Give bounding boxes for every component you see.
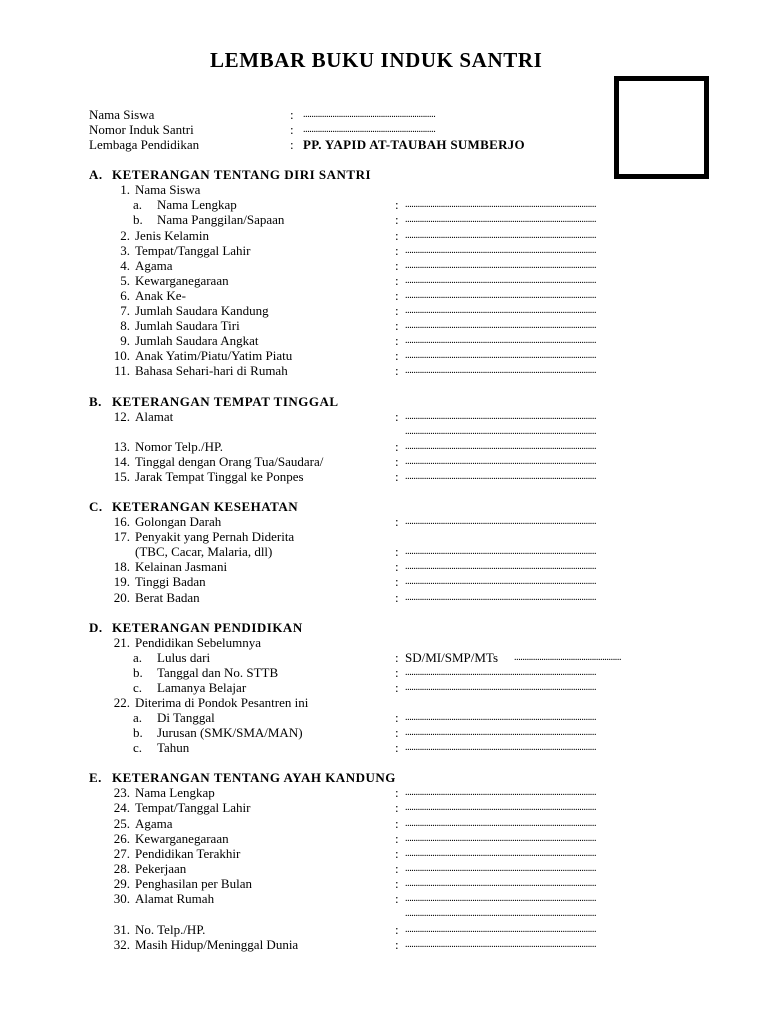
- item-number: 16.: [113, 514, 130, 529]
- list-item: [0, 228, 768, 243]
- field-colon: :: [395, 876, 399, 891]
- fill-in-dots[interactable]: ...........................................................................................: [405, 260, 597, 271]
- field-label: Lulus dari: [157, 650, 211, 665]
- fill-in-dots[interactable]: ...........................................................................................: [405, 576, 597, 587]
- field-label: Nomor Telp./HP.: [135, 439, 224, 454]
- field-label: Kelainan Jasmani: [135, 559, 228, 574]
- section-letter: C.: [89, 499, 103, 514]
- section-letter: D.: [89, 620, 103, 635]
- fill-in-dots[interactable]: ...........................................................................................: [405, 833, 597, 844]
- field-colon: :: [395, 363, 399, 378]
- item-number: 1.: [120, 182, 130, 197]
- continuation-dots: [0, 424, 768, 439]
- fill-in-dots[interactable]: ...........................................................................................: [405, 787, 597, 798]
- header-field-value[interactable]: ...............................................................: [303, 124, 436, 135]
- item-number: 17.: [113, 529, 130, 544]
- field-colon: :: [395, 725, 399, 740]
- list-item: [0, 725, 768, 740]
- section-heading-section_c: [0, 499, 768, 514]
- field-colon: :: [395, 228, 399, 243]
- field-colon: :: [395, 514, 399, 529]
- field-label: Jurusan (SMK/SMA/MAN): [157, 725, 303, 740]
- field-label: Pekerjaan: [135, 861, 187, 876]
- fill-in-dots[interactable]: ...........................................................................................: [405, 305, 597, 316]
- list-item: [0, 680, 768, 695]
- item-number: 31.: [113, 922, 130, 937]
- item-number: 19.: [113, 574, 130, 589]
- list-item: [0, 318, 768, 333]
- fill-in-dots[interactable]: ...........................................................................................: [405, 712, 597, 723]
- sub-letter: b.: [133, 725, 143, 740]
- field-label: Tinggi Badan: [135, 574, 206, 589]
- field-label: Penyakit yang Pernah Diderita: [135, 529, 295, 544]
- header-field-value: PP. YAPID AT-TAUBAH SUMBERJO: [303, 137, 525, 152]
- page-title: LEMBAR BUKU INDUK SANTRI: [210, 48, 543, 72]
- header-field-label: Nama Siswa: [89, 107, 155, 122]
- item-number: 12.: [113, 409, 130, 424]
- fill-in-dots[interactable]: ...........................................................................................: [405, 667, 597, 678]
- field-label: Jumlah Saudara Kandung: [135, 303, 269, 318]
- field-label: Golongan Darah: [135, 514, 222, 529]
- item-number: 5.: [120, 273, 130, 288]
- fill-in-dots[interactable]: ...........................................................................................: [405, 742, 597, 753]
- fill-in-dots[interactable]: ...........................................................................................: [405, 818, 597, 829]
- field-label: Di Tanggal: [157, 710, 215, 725]
- field-label: Alamat: [135, 409, 174, 424]
- fill-in-dots[interactable]: ...........................................................................................: [405, 365, 597, 376]
- list-item-lulus-dari: [0, 650, 768, 665]
- field-colon: :: [395, 454, 399, 469]
- field-colon: :: [395, 785, 399, 800]
- list-item: [0, 363, 768, 378]
- field-label: Penghasilan per Bulan: [135, 876, 252, 891]
- field-colon: :: [395, 243, 399, 258]
- fill-in-dots[interactable]: ...................................................: [514, 652, 622, 663]
- item-number: 18.: [113, 559, 130, 574]
- fill-in-dots[interactable]: ...........................................................................................: [405, 441, 597, 452]
- sub-letter: c.: [133, 740, 143, 755]
- field-colon: :: [395, 212, 399, 227]
- list-item: [0, 710, 768, 725]
- field-label: Tinggal dengan Orang Tua/Saudara/: [135, 454, 324, 469]
- list-item: [0, 891, 768, 906]
- fill-in-dots[interactable]: ...........................................................................................: [405, 878, 597, 889]
- field-colon: :: [395, 197, 399, 212]
- field-label: Berat Badan: [135, 590, 200, 605]
- fill-in-dots[interactable]: ...........................................................................................: [405, 471, 597, 482]
- list-item: [0, 348, 768, 363]
- section-heading-section_d: [0, 620, 768, 635]
- list-item: [0, 514, 768, 529]
- item-number: 2.: [120, 228, 130, 243]
- field-colon: :: [395, 273, 399, 288]
- fill-in-dots[interactable]: ...........................................................................................: [405, 411, 597, 422]
- header-field-1: [0, 107, 768, 122]
- fill-in-dots[interactable]: ...........................................................................................: [405, 516, 597, 527]
- list-item: [0, 273, 768, 288]
- field-colon: :: [395, 333, 399, 348]
- fill-in-dots[interactable]: ...........................................................................................: [405, 335, 597, 346]
- list-item: [0, 590, 768, 605]
- field-colon: :: [395, 680, 399, 695]
- field-label: Alamat Rumah: [135, 891, 215, 906]
- fill-in-dots[interactable]: ...........................................................................................: [405, 848, 597, 859]
- field-label: Jumlah Saudara Tiri: [135, 318, 240, 333]
- list-item: [0, 800, 768, 815]
- field-colon: :: [395, 846, 399, 861]
- field-label: Anak Yatim/Piatu/Yatim Piatu: [135, 348, 293, 363]
- fill-in-dots[interactable]: ...........................................................................................: [405, 456, 597, 467]
- item-number: 13.: [113, 439, 130, 454]
- list-item: [0, 544, 768, 559]
- list-item: [0, 333, 768, 348]
- list-item-nama-lengkap: [0, 197, 768, 212]
- field-label: Jarak Tempat Tinggal ke Ponpes: [135, 469, 304, 484]
- section-heading-section_a: [0, 167, 768, 182]
- fill-in-dots[interactable]: ...........................................................................................: [405, 199, 597, 210]
- list-item: [0, 831, 768, 846]
- field-colon: :: [395, 439, 399, 454]
- field-colon: :: [395, 258, 399, 273]
- list-item: [0, 409, 768, 424]
- field-colon: :: [395, 469, 399, 484]
- fill-in-dots[interactable]: ...........................................................................................: [405, 893, 597, 904]
- header-field-value[interactable]: ...............................................................: [303, 109, 436, 120]
- field-label: Jumlah Saudara Angkat: [135, 333, 259, 348]
- item-number: 14.: [113, 454, 130, 469]
- fill-in-dots[interactable]: ...........................................................................................: [405, 426, 597, 437]
- section-heading-section_b: [0, 394, 768, 409]
- field-label: Tempat/Tanggal Lahir: [135, 800, 251, 815]
- field-colon: :: [395, 861, 399, 876]
- field-label: Tahun: [157, 740, 190, 755]
- field-label: (TBC, Cacar, Malaria, dll): [135, 544, 273, 559]
- fill-in-dots[interactable]: ...........................................................................................: [405, 230, 597, 241]
- field-colon: :: [395, 574, 399, 589]
- field-colon: :: [395, 800, 399, 815]
- field-label: No. Telp./HP.: [135, 922, 206, 937]
- list-item: [0, 665, 768, 680]
- sub-letter: a.: [133, 710, 143, 725]
- fill-in-dots[interactable]: ...........................................................................................: [405, 682, 597, 693]
- item-number: 21.: [113, 635, 130, 650]
- list-item: [0, 454, 768, 469]
- sub-letter: b.: [133, 212, 143, 227]
- header-field-label: Nomor Induk Santri: [89, 122, 194, 137]
- list-item: [0, 258, 768, 273]
- field-label: Tempat/Tanggal Lahir: [135, 243, 251, 258]
- field-colon: :: [395, 816, 399, 831]
- fill-in-dots[interactable]: ...........................................................................................: [405, 214, 597, 225]
- field-label: Nama Panggilan/Sapaan: [157, 212, 285, 227]
- fill-in-dots[interactable]: ...........................................................................................: [405, 863, 597, 874]
- list-item: [0, 846, 768, 861]
- item-number: 20.: [113, 590, 130, 605]
- field-label: Kewarganegaraan: [135, 831, 229, 846]
- field-colon: :: [290, 107, 294, 122]
- fill-in-dots[interactable]: ...........................................................................................: [405, 546, 597, 557]
- section-letter: E.: [89, 770, 102, 785]
- field-colon: :: [395, 303, 399, 318]
- field-label: Nama Lengkap: [157, 197, 237, 212]
- fill-in-dots[interactable]: ...........................................................................................: [405, 320, 597, 331]
- field-colon: :: [395, 891, 399, 906]
- field-label: Nama Lengkap: [135, 785, 215, 800]
- list-item: [0, 861, 768, 876]
- field-colon: :: [395, 318, 399, 333]
- list-item: [0, 922, 768, 937]
- item-number: 30.: [113, 891, 130, 906]
- section-title: KETERANGAN KESEHATAN: [112, 499, 299, 514]
- fill-in-dots[interactable]: ...........................................................................................: [405, 275, 597, 286]
- list-item: [0, 439, 768, 454]
- item-number: 27.: [113, 846, 130, 861]
- item-number: 29.: [113, 876, 130, 891]
- fill-in-dots[interactable]: ...........................................................................................: [405, 908, 597, 919]
- section-title: KETERANGAN TENTANG DIRI SANTRI: [112, 167, 372, 182]
- fill-in-dots[interactable]: ...........................................................................................: [405, 350, 597, 361]
- list-item-nama-siswa: [0, 182, 768, 197]
- list-item: [0, 559, 768, 574]
- list-item-nama-panggilan: [0, 212, 768, 227]
- section-title: KETERANGAN TENTANG AYAH KANDUNG: [112, 770, 396, 785]
- continuation-dots: [0, 906, 768, 921]
- fill-in-dots[interactable]: ...........................................................................................: [405, 561, 597, 572]
- field-colon: :: [395, 937, 399, 952]
- fill-in-dots[interactable]: ...........................................................................................: [405, 290, 597, 301]
- field-label: Diterima di Pondok Pesantren ini: [135, 695, 309, 710]
- section-heading-section_e: [0, 770, 768, 785]
- field-label: Agama: [135, 258, 173, 273]
- item-number: 22.: [113, 695, 130, 710]
- list-item: [0, 785, 768, 800]
- item-number: 23.: [113, 785, 130, 800]
- list-item: [0, 876, 768, 891]
- field-label: Pendidikan Terakhir: [135, 846, 241, 861]
- field-colon: :: [395, 922, 399, 937]
- list-item: [0, 816, 768, 831]
- field-colon: :: [395, 831, 399, 846]
- section-letter: B.: [89, 394, 102, 409]
- header-field-label: Lembaga Pendidikan: [89, 137, 200, 152]
- section-title: KETERANGAN TEMPAT TINGGAL: [112, 394, 339, 409]
- item-number: 10.: [113, 348, 130, 363]
- field-colon: :: [395, 710, 399, 725]
- item-number: 15.: [113, 469, 130, 484]
- item-number: 4.: [120, 258, 130, 273]
- list-item: [0, 937, 768, 952]
- sub-letter: a.: [133, 197, 143, 212]
- fill-in-dots[interactable]: ...........................................................................................: [405, 245, 597, 256]
- field-label: Jenis Kelamin: [135, 228, 210, 243]
- field-colon: :: [395, 665, 399, 680]
- field-colon: :: [395, 590, 399, 605]
- item-number: 7.: [120, 303, 130, 318]
- list-item: [0, 288, 768, 303]
- field-colon: :: [395, 544, 399, 559]
- item-number: 3.: [120, 243, 130, 258]
- list-item: [0, 635, 768, 650]
- section-title: KETERANGAN PENDIDIKAN: [112, 620, 303, 635]
- sub-letter: c.: [133, 680, 143, 695]
- field-colon: :: [395, 740, 399, 755]
- list-item: [0, 695, 768, 710]
- list-item: [0, 303, 768, 318]
- field-colon: :: [395, 650, 399, 665]
- list-item: [0, 243, 768, 258]
- fill-in-dots[interactable]: ...........................................................................................: [405, 802, 597, 813]
- field-colon: :: [395, 409, 399, 424]
- item-number: 9.: [120, 333, 130, 348]
- field-label: Bahasa Sehari-hari di Rumah: [135, 363, 288, 378]
- sub-letter: b.: [133, 665, 143, 680]
- list-item: [0, 574, 768, 589]
- field-label: Lamanya Belajar: [157, 680, 247, 695]
- field-value: SD/MI/SMP/MTs: [405, 650, 499, 665]
- section-letter: A.: [89, 167, 103, 182]
- field-label: Pendidikan Sebelumnya: [135, 635, 262, 650]
- item-number: 8.: [120, 318, 130, 333]
- item-number: 11.: [114, 363, 130, 378]
- list-item: [0, 529, 768, 544]
- field-colon: :: [290, 122, 294, 137]
- field-colon: :: [395, 348, 399, 363]
- field-label: Anak Ke-: [135, 288, 186, 303]
- field-label: Agama: [135, 816, 173, 831]
- field-label: Masih Hidup/Meninggal Dunia: [135, 937, 299, 952]
- field-colon: :: [395, 288, 399, 303]
- fill-in-dots[interactable]: ...........................................................................................: [405, 939, 597, 950]
- list-item: [0, 740, 768, 755]
- field-label: Nama Siswa: [135, 182, 201, 197]
- field-colon: :: [290, 137, 294, 152]
- fill-in-dots[interactable]: ...........................................................................................: [405, 727, 597, 738]
- item-number: 6.: [120, 288, 130, 303]
- sub-letter: a.: [133, 650, 143, 665]
- header-field-2: [0, 122, 768, 137]
- item-number: 24.: [113, 800, 130, 815]
- field-label: Tanggal dan No. STTB: [157, 665, 279, 680]
- field-label: Kewarganegaraan: [135, 273, 229, 288]
- item-number: 25.: [113, 816, 130, 831]
- fill-in-dots[interactable]: ...........................................................................................: [405, 924, 597, 935]
- header-field-3: [0, 137, 768, 152]
- field-colon: :: [395, 559, 399, 574]
- item-number: 26.: [113, 831, 130, 846]
- fill-in-dots[interactable]: ...........................................................................................: [405, 592, 597, 603]
- item-number: 28.: [113, 861, 130, 876]
- item-number: 32.: [113, 937, 130, 952]
- list-item: [0, 469, 768, 484]
